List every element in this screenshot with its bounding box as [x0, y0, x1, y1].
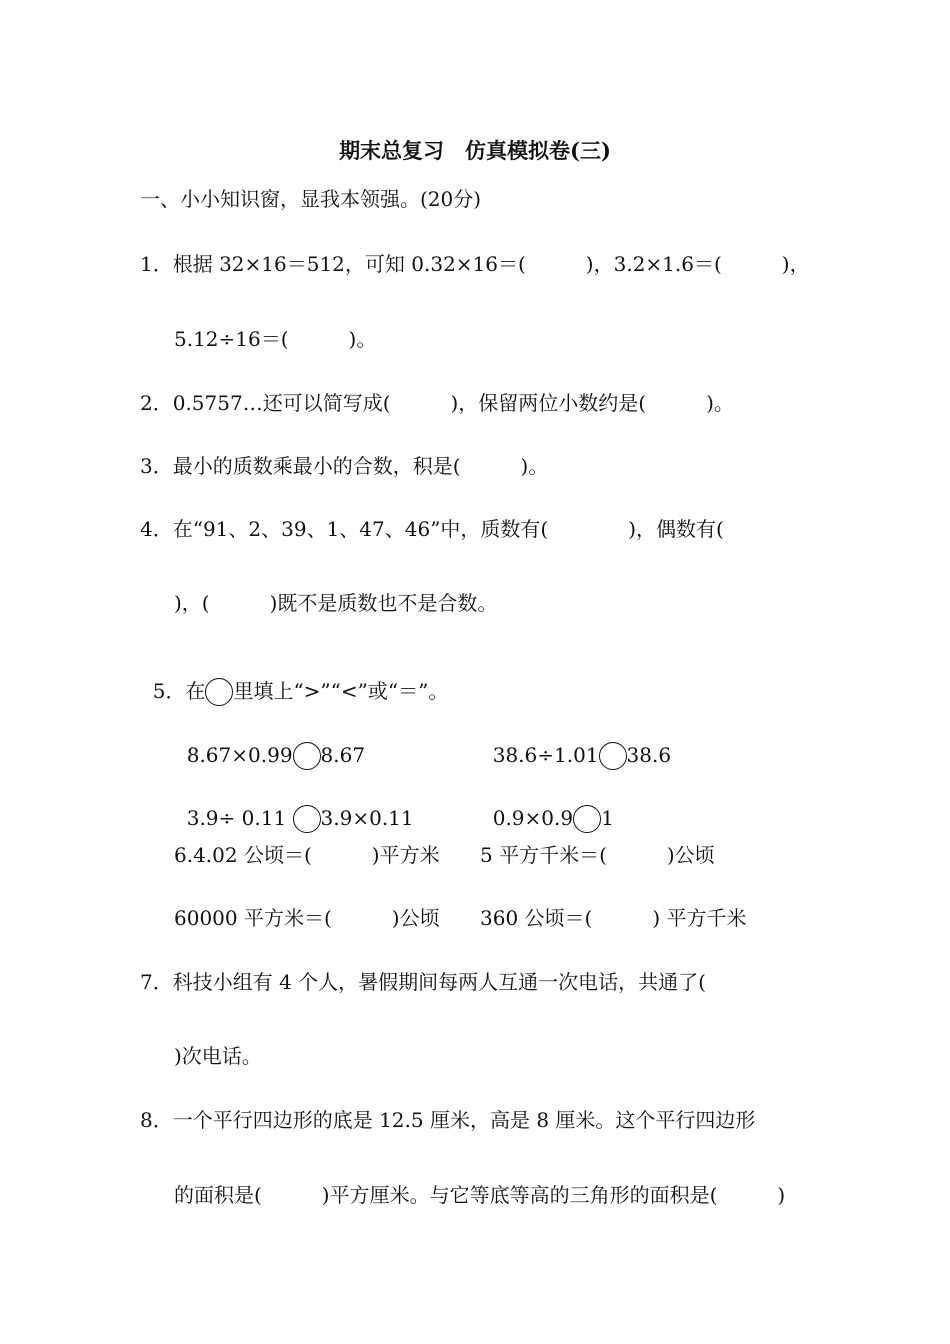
compare-item [174, 716, 365, 770]
question-1-line-2: 5.12÷16＝( )。 [174, 327, 377, 351]
question-4-line-1: 4．在“91、2、39、1、47、46”中，质数有( )，偶数有( [140, 517, 724, 541]
answer-circle-icon[interactable] [599, 742, 627, 770]
page-title: 期末总复习 仿真模拟卷(三) [339, 138, 611, 163]
question-6-a: 6.4.02 公顷＝( )平方米 [174, 843, 440, 867]
answer-circle-icon[interactable] [293, 742, 321, 770]
answer-circle-icon[interactable] [573, 805, 601, 833]
compare-right: 1 [601, 806, 614, 830]
section-heading: 一、小小知识窗，显我本领强。(20分) [140, 187, 482, 211]
question-7-line-2: )次电话。 [174, 1044, 262, 1068]
compare-item [480, 779, 614, 833]
compare-left: 38.6÷1.01 [492, 743, 599, 767]
compare-left: 8.67×0.99 [186, 743, 293, 767]
compare-right: 38.6 [626, 743, 672, 767]
compare-right: 8.67 [320, 743, 366, 767]
answer-circle-icon[interactable] [293, 805, 321, 833]
question-1-line-1: 1．根据 32×16＝512，可知 0.32×16＝( )，3.2×1.6＝( )， [140, 252, 810, 276]
question-6-c: 60000 平方米＝( )公顷 [174, 906, 440, 930]
compare-item [480, 716, 671, 770]
question-4-line-2: )，( )既不是质数也不是合数。 [174, 591, 498, 615]
compare-right: 3.9×0.11 [320, 806, 414, 830]
answer-circle-icon [205, 678, 233, 706]
compare-left: 0.9×0.9 [492, 806, 574, 830]
question-3: 3．最小的质数乘最小的合数，积是( )。 [140, 454, 549, 478]
compare-left: 3.9÷ 0.11 [186, 806, 293, 830]
question-5-prefix: 5．在 [152, 679, 206, 703]
compare-item [174, 779, 414, 833]
question-7-line-1: 7．科技小组有 4 个人，暑假期间每两人互通一次电话，共通了( [140, 970, 706, 994]
question-5-instruction [140, 652, 448, 706]
question-5-suffix: 里填上“>”“<”或“＝”。 [233, 679, 449, 703]
question-2: 2．0.5757…还可以简写成( )，保留两位小数约是( )。 [140, 391, 734, 415]
question-6-d: 360 公顷＝( ) 平方千米 [480, 906, 747, 930]
question-8-line-1: 8．一个平行四边形的底是 12.5 厘米，高是 8 厘米。这个平行四边形 [140, 1108, 756, 1132]
question-8-line-2: 的面积是( )平方厘米。与它等底等高的三角形的面积是( ) [174, 1183, 786, 1207]
question-6-b: 5 平方千米＝( )公顷 [480, 843, 715, 867]
